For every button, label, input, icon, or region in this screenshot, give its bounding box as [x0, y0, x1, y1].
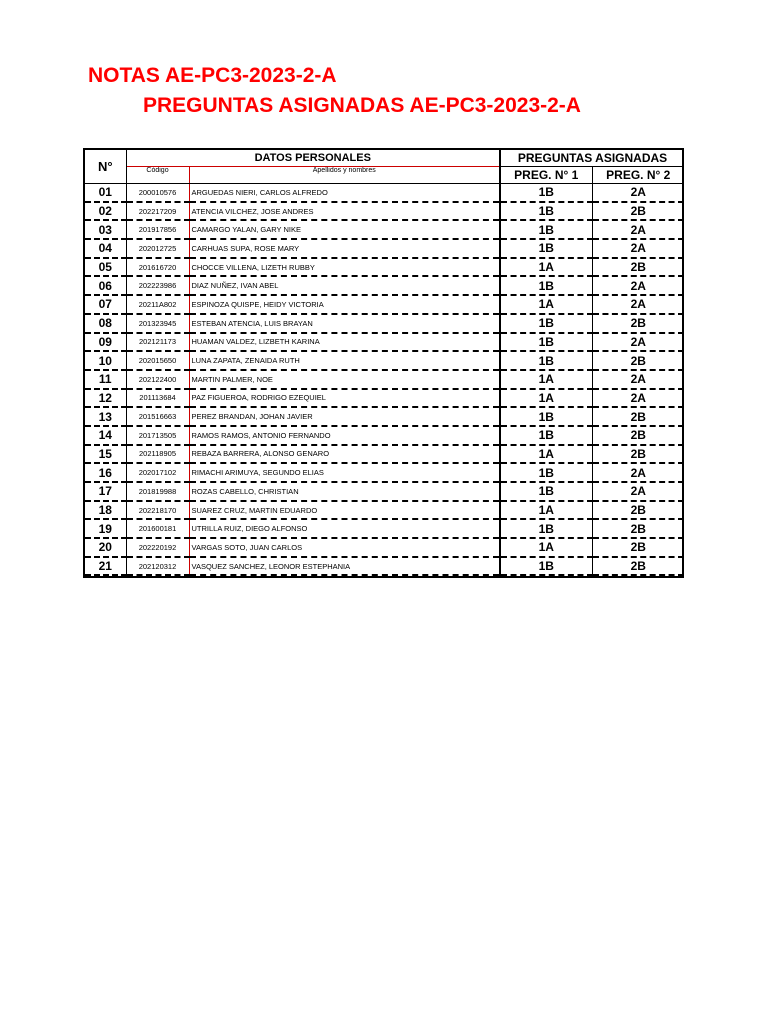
- row-preg-2: 2B: [592, 351, 684, 370]
- row-number: 04: [85, 239, 126, 258]
- row-nombre: RIMACHI ARIMUYA, SEGUNDO ELIAS: [189, 463, 500, 482]
- row-nombre: ATENCIA VILCHEZ, JOSE ANDRES: [189, 202, 500, 221]
- row-nombre: REBAZA BARRERA, ALONSO GENARO: [189, 445, 500, 464]
- row-preg-2: 2A: [592, 239, 684, 258]
- row-preg-1: 1B: [500, 333, 592, 352]
- row-preg-2: 2B: [592, 407, 684, 426]
- table-row: [85, 314, 684, 333]
- table-row: [85, 239, 684, 258]
- table-row: [85, 295, 684, 314]
- table-row: [85, 557, 684, 576]
- row-number: 03: [85, 220, 126, 239]
- row-codigo: 201600181: [126, 519, 189, 538]
- row-preg-1: 1B: [500, 482, 592, 501]
- row-nombre: LUNA ZAPATA, ZENAIDA RUTH: [189, 351, 500, 370]
- row-number: 19: [85, 519, 126, 538]
- row-codigo: 202118905: [126, 445, 189, 464]
- row-nombre: CARHUAS SUPA, ROSE MARY: [189, 239, 500, 258]
- table-row: [85, 258, 684, 277]
- table-row: [85, 276, 684, 295]
- row-codigo: 20211A802: [126, 295, 189, 314]
- row-preg-1: 1A: [500, 501, 592, 520]
- row-number: 13: [85, 407, 126, 426]
- row-codigo: 202121173: [126, 333, 189, 352]
- document-title: NOTAS AE-PC3-2023-2-A: [88, 64, 337, 87]
- table-row: [85, 426, 684, 445]
- row-codigo: 201819988: [126, 482, 189, 501]
- row-codigo: 201516663: [126, 407, 189, 426]
- row-codigo: 202218170: [126, 501, 189, 520]
- row-nombre: SUAREZ CRUZ, MARTIN EDUARDO: [189, 501, 500, 520]
- row-nombre: PAZ FIGUEROA, RODRIGO EZEQUIEL: [189, 389, 500, 408]
- row-preg-1: 1B: [500, 463, 592, 482]
- row-number: 09: [85, 333, 126, 352]
- header-preg-2: PREG. N° 2: [592, 167, 684, 184]
- table-row: [85, 202, 684, 221]
- row-codigo: 201323945: [126, 314, 189, 333]
- row-nombre: ARGUEDAS NIERI, CARLOS ALFREDO: [189, 184, 500, 202]
- row-codigo: 202122400: [126, 370, 189, 389]
- document-subtitle: PREGUNTAS ASIGNADAS AE-PC3-2023-2-A: [143, 94, 581, 117]
- header-preguntas-asignadas: PREGUNTAS ASIGNADAS: [500, 150, 684, 167]
- row-number: 20: [85, 538, 126, 557]
- row-nombre: ESPINOZA QUISPE, HEIDY VICTORIA: [189, 295, 500, 314]
- row-number: 06: [85, 276, 126, 295]
- row-preg-2: 2A: [592, 370, 684, 389]
- row-preg-1: 1B: [500, 519, 592, 538]
- row-number: 21: [85, 557, 126, 576]
- row-preg-1: 1B: [500, 276, 592, 295]
- row-preg-2: 2A: [592, 295, 684, 314]
- row-preg-2: 2B: [592, 557, 684, 576]
- row-number: 01: [85, 184, 126, 202]
- table-row: [85, 519, 684, 538]
- table-row: [85, 501, 684, 520]
- row-preg-1: 1B: [500, 220, 592, 239]
- row-preg-2: 2A: [592, 463, 684, 482]
- row-preg-1: 1A: [500, 445, 592, 464]
- row-number: 10: [85, 351, 126, 370]
- row-preg-1: 1B: [500, 351, 592, 370]
- row-nombre: ESTEBAN ATENCIA, LUIS BRAYAN: [189, 314, 500, 333]
- row-nombre: VARGAS SOTO, JUAN CARLOS: [189, 538, 500, 557]
- table-row: [85, 445, 684, 464]
- row-codigo: 202217209: [126, 202, 189, 221]
- row-number: 16: [85, 463, 126, 482]
- header-datos-personales: DATOS PERSONALES: [126, 150, 500, 167]
- row-preg-2: 2B: [592, 501, 684, 520]
- row-preg-2: 2B: [592, 258, 684, 277]
- row-codigo: 201713505: [126, 426, 189, 445]
- row-codigo: 200010576: [126, 184, 189, 202]
- row-codigo: 202220192: [126, 538, 189, 557]
- table-row: [85, 220, 684, 239]
- row-codigo: 201113684: [126, 389, 189, 408]
- row-codigo: 202012725: [126, 239, 189, 258]
- row-preg-2: 2B: [592, 314, 684, 333]
- table-row: [85, 407, 684, 426]
- row-nombre: CAMARGO YALAN, GARY NIKE: [189, 220, 500, 239]
- row-nombre: CHOCCE VILLENA, LIZETH RUBBY: [189, 258, 500, 277]
- row-number: 12: [85, 389, 126, 408]
- row-codigo: 201616720: [126, 258, 189, 277]
- row-preg-2: 2A: [592, 482, 684, 501]
- row-preg-1: 1A: [500, 258, 592, 277]
- row-preg-1: 1B: [500, 407, 592, 426]
- row-nombre: VASQUEZ SANCHEZ, LEONOR ESTEPHANIA: [189, 557, 500, 576]
- header-apellidos: Apellidos y nombres: [189, 167, 500, 184]
- row-preg-1: 1B: [500, 314, 592, 333]
- row-preg-2: 2A: [592, 276, 684, 295]
- row-preg-2: 2A: [592, 184, 684, 202]
- table-row: [85, 482, 684, 501]
- row-codigo: 202017102: [126, 463, 189, 482]
- row-number: 05: [85, 258, 126, 277]
- row-preg-1: 1B: [500, 202, 592, 221]
- row-preg-2: 2B: [592, 445, 684, 464]
- row-nombre: ROZAS CABELLO, CHRISTIAN: [189, 482, 500, 501]
- row-preg-2: 2B: [592, 426, 684, 445]
- row-number: 02: [85, 202, 126, 221]
- table-row: [85, 351, 684, 370]
- table-row: [85, 333, 684, 352]
- row-codigo: 202015650: [126, 351, 189, 370]
- assignment-table: [83, 148, 684, 578]
- row-preg-2: 2A: [592, 220, 684, 239]
- row-preg-1: 1A: [500, 538, 592, 557]
- row-nombre: HUAMAN VALDEZ, LIZBETH KARINA: [189, 333, 500, 352]
- row-preg-1: 1B: [500, 184, 592, 202]
- table-row: [85, 463, 684, 482]
- row-preg-2: 2B: [592, 202, 684, 221]
- row-nombre: DIAZ NUÑEZ, IVAN ABEL: [189, 276, 500, 295]
- row-preg-2: 2A: [592, 333, 684, 352]
- row-preg-1: 1B: [500, 557, 592, 576]
- table-row: [85, 370, 684, 389]
- row-nombre: UTRILLA RUIZ, DIEGO ALFONSO: [189, 519, 500, 538]
- row-nombre: PEREZ BRANDAN, JOHAN JAVIER: [189, 407, 500, 426]
- row-number: 15: [85, 445, 126, 464]
- row-nombre: MARTIN PALMER, NOE: [189, 370, 500, 389]
- row-nombre: RAMOS RAMOS, ANTONIO FERNANDO: [189, 426, 500, 445]
- row-preg-1: 1B: [500, 239, 592, 258]
- header-preg-1: PREG. N° 1: [500, 167, 592, 184]
- row-preg-1: 1A: [500, 370, 592, 389]
- row-number: 11: [85, 370, 126, 389]
- table-body: [85, 184, 684, 576]
- row-preg-1: 1A: [500, 389, 592, 408]
- row-number: 08: [85, 314, 126, 333]
- table-row: [85, 538, 684, 557]
- header-number: N°: [85, 150, 126, 184]
- table-row: [85, 389, 684, 408]
- row-preg-1: 1B: [500, 426, 592, 445]
- row-number: 14: [85, 426, 126, 445]
- row-number: 07: [85, 295, 126, 314]
- row-number: 17: [85, 482, 126, 501]
- row-preg-1: 1A: [500, 295, 592, 314]
- row-codigo: 202120312: [126, 557, 189, 576]
- row-codigo: 202223986: [126, 276, 189, 295]
- row-preg-2: 2B: [592, 519, 684, 538]
- row-preg-2: 2B: [592, 538, 684, 557]
- table-row: [85, 184, 684, 202]
- header-codigo: Código: [126, 167, 189, 184]
- row-preg-2: 2A: [592, 389, 684, 408]
- row-number: 18: [85, 501, 126, 520]
- row-codigo: 201917856: [126, 220, 189, 239]
